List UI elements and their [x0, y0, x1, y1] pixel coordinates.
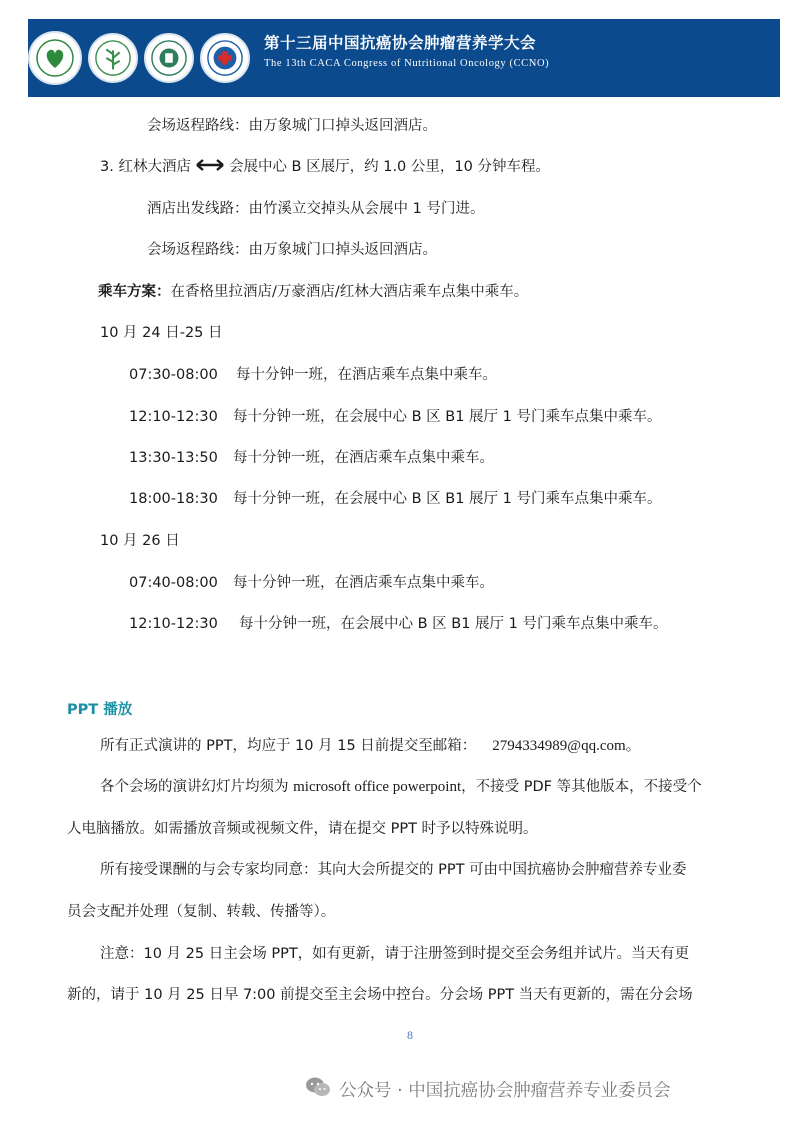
ppt-paragraph-4-line-2: 新的，请于 10 月 25 日早 7:00 前提交至主会场中控台。分会场 PPT 当天有更新的，需在分会场	[67, 987, 693, 1003]
shuttle-plan-label: 乘车方案：	[98, 284, 171, 300]
schedule-row	[129, 571, 494, 592]
watermark	[305, 1076, 671, 1103]
schedule-row	[129, 363, 497, 384]
leaf-icon	[94, 39, 132, 77]
page-number: 8	[407, 1028, 413, 1042]
schedule-time: 18:00-18:30	[129, 491, 218, 507]
conference-title: 第十三届中国抗癌协会肿瘤营养学大会	[264, 34, 537, 52]
schedule-desc: 每十分钟一班，在会展中心 B 区 B1 展厅 1 号门乘车点集中乘车。	[233, 491, 662, 507]
schedule-row	[129, 612, 668, 633]
heart-leaf-icon	[35, 38, 75, 78]
emblem-icon	[150, 39, 188, 77]
association-logo-4	[200, 33, 250, 83]
schedule-desc: 每十分钟一班，在酒店乘车点集中乘车。	[233, 575, 494, 591]
hotel-item-3-distance: 会展中心 B 区展厅，约 1.0 公里，10 分钟车程。	[228, 159, 550, 175]
ppt-p1-text: 所有正式演讲的 PPT，均应于 10 月 15 日前提交至邮箱：	[100, 738, 477, 754]
ppt-paragraph-3-line-2: 员会支配并处理（复制、转载、传播等）。	[67, 904, 336, 920]
header-banner	[28, 19, 780, 97]
schedule-time: 12:10-12:30	[129, 409, 218, 425]
return-route-line-2: 会场返程路线：由万象城门口掉头返回酒店。	[147, 242, 437, 258]
schedule-time: 13:30-13:50	[129, 450, 218, 466]
conference-subtitle: The 13th CACA Congress of Nutritional Oncology (CCNO)	[264, 58, 550, 69]
ppt-paragraph-1	[100, 734, 641, 755]
ppt-p2-c: ，不接受 PDF 等其他版本，不接受个	[461, 779, 702, 795]
ppt-paragraph-4-line-1: 注意：10 月 25 日主会场 PPT，如有更新，请于注册签到时提交至会务组并试片。当天有更	[100, 946, 690, 962]
ppt-paragraph-2-line-1	[100, 775, 702, 796]
wechat-icon	[305, 1076, 331, 1103]
double-arrow-icon	[195, 159, 225, 175]
schedule-desc: 每十分钟一班，在会展中心 B 区 B1 展厅 1 号门乘车点集中乘车。	[239, 616, 668, 632]
ppt-paragraph-3-line-1: 所有接受课酬的与会专家均同意：其向大会所提交的 PPT 可由中国抗癌协会肿瘤营养专业委	[100, 862, 687, 878]
schedule-desc: 每十分钟一班，在酒店乘车点集中乘车。	[236, 367, 497, 383]
ppt-p2-a: 各个会场的演讲幻灯片均须为	[100, 779, 294, 795]
hotel-item-3-name: 3. 红林大酒店	[100, 159, 191, 175]
association-logo-3	[144, 33, 194, 83]
schedule-time: 07:40-08:00	[129, 575, 218, 591]
ppt-section-title: PPT 播放	[67, 702, 133, 718]
ppt-paragraph-2-line-2: 人电脑播放。如需播放音频或视频文件，请在提交 PPT 时予以特殊说明。	[67, 821, 538, 837]
logo-row	[28, 19, 250, 97]
globe-cross-icon	[206, 39, 244, 77]
schedule-row	[129, 487, 662, 508]
schedule-time: 12:10-12:30	[129, 616, 218, 632]
schedule-desc: 每十分钟一班，在会展中心 B 区 B1 展厅 1 号门乘车点集中乘车。	[233, 409, 662, 425]
departure-route-line: 酒店出发线路：由竹溪立交掉头从会展中 1 号门进。	[147, 201, 485, 217]
shuttle-plan-text: 在香格里拉酒店/万豪酒店/红林大酒店乘车点集中乘车。	[170, 284, 529, 300]
schedule-desc: 每十分钟一班，在酒店乘车点集中乘车。	[233, 450, 494, 466]
schedule-time: 07:30-08:00	[129, 367, 218, 383]
association-logo-1	[28, 31, 82, 85]
schedule-row	[129, 405, 662, 426]
shuttle-date-2: 10 月 26 日	[100, 533, 180, 549]
shuttle-plan	[98, 280, 528, 301]
return-route-line: 会场返程路线：由万象城门口掉头返回酒店。	[147, 118, 437, 134]
hotel-item-3	[100, 155, 550, 176]
shuttle-date-1: 10 月 24 日-25 日	[100, 325, 223, 341]
watermark-text: 公众号 · 中国抗癌协会肿瘤营养专业委员会	[339, 1081, 671, 1101]
ppt-email: 2794334989@qq.com。	[492, 738, 641, 754]
association-logo-2	[88, 33, 138, 83]
schedule-row	[129, 446, 494, 467]
ppt-p2-software: microsoft office powerpoint	[293, 779, 462, 795]
